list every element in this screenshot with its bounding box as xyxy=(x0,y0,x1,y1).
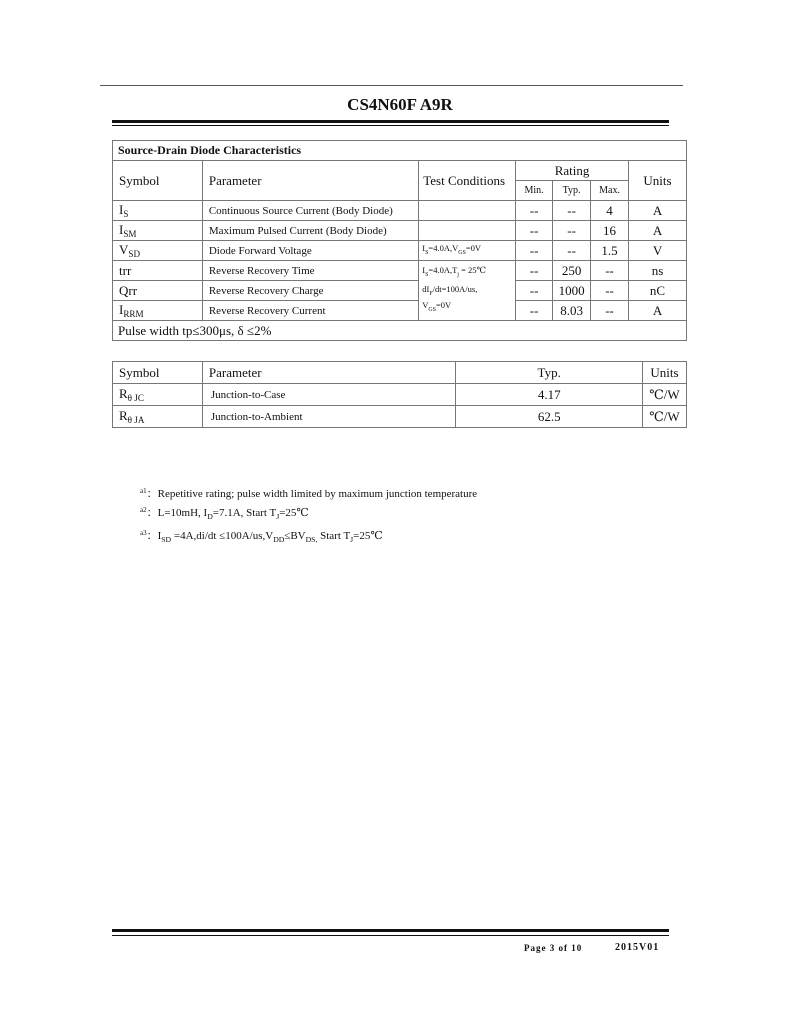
footnote-a2: $^{a2}$：L=10mH, $I_D=7.1A$, Start $T_J=25℃$ xyxy=(140,506,309,521)
header-max: Max. xyxy=(591,181,629,201)
unit-cell: A xyxy=(629,201,687,221)
unit-cell: V xyxy=(629,241,687,261)
recovery-conditions-cell: $I_S=4.0A,T_j$ = 25℃ $dI_F/dt=100A/us$, $V_{GS}=0V$ xyxy=(419,261,516,321)
min-cell: -- xyxy=(516,221,553,241)
header-rating: Rating xyxy=(516,161,629,181)
typ-cell: 4.17 xyxy=(456,384,643,406)
typ-cell: -- xyxy=(553,221,591,241)
typ-cell: 62.5 xyxy=(456,406,643,428)
table-row xyxy=(113,201,687,221)
page-title: CS4N60F A9R xyxy=(347,95,453,114)
conditions-cell: $I_S=4.0A,V_{GS}=0V$ xyxy=(419,241,516,261)
symbol-cell: $R_{\theta JA}$ xyxy=(113,406,203,428)
title-underline-thick xyxy=(112,120,669,123)
table-row xyxy=(113,301,687,321)
unit-cell: ℃/W xyxy=(642,406,686,428)
typ-cell: 1000 xyxy=(553,281,591,301)
min-cell: -- xyxy=(516,281,553,301)
unit-cell: ℃/W xyxy=(642,384,686,406)
table-row xyxy=(113,221,687,241)
thermal-resistance-table xyxy=(112,361,687,428)
max-cell: 16 xyxy=(591,221,629,241)
max-cell: -- xyxy=(591,281,629,301)
section-title: Source-Drain Diode Characteristics xyxy=(113,141,687,161)
header-parameter: Parameter xyxy=(202,161,418,201)
header-test-conditions: Test Conditions xyxy=(419,161,516,201)
table-row xyxy=(113,384,687,406)
symbol-cell: $V_{SD}$ xyxy=(113,241,203,261)
table-row xyxy=(113,261,687,281)
typ-cell: 250 xyxy=(553,261,591,281)
symbol-cell: $R_{\theta JC}$ xyxy=(113,384,203,406)
max-cell: 1.5 xyxy=(591,241,629,261)
conditions-cell xyxy=(419,201,516,221)
parameter-cell: Diode Forward Voltage xyxy=(202,241,418,261)
pulse-note-row xyxy=(113,321,687,341)
title-underline-thin xyxy=(112,125,669,126)
table-row xyxy=(113,281,687,301)
footer-rule-thick xyxy=(112,929,669,932)
typ-cell: -- xyxy=(553,241,591,261)
min-cell: -- xyxy=(516,241,553,261)
page-number: Page 3 of 10 xyxy=(524,943,583,953)
header-rule xyxy=(100,85,683,86)
section-title-row xyxy=(113,141,687,161)
parameter-cell: Junction-to-Case xyxy=(202,384,456,406)
unit-cell: A xyxy=(629,301,687,321)
parameter-cell: Maximum Pulsed Current (Body Diode) xyxy=(202,221,418,241)
header-parameter: Parameter xyxy=(202,362,456,384)
parameter-cell: Reverse Recovery Time xyxy=(202,261,418,281)
max-cell: -- xyxy=(591,261,629,281)
min-cell: -- xyxy=(516,301,553,321)
typ-cell: 8.03 xyxy=(553,301,591,321)
unit-cell: A xyxy=(629,221,687,241)
header-symbol: Symbol xyxy=(113,362,203,384)
header-row xyxy=(113,161,687,181)
max-cell: -- xyxy=(591,301,629,321)
conditions-cell xyxy=(419,221,516,241)
unit-cell: ns xyxy=(629,261,687,281)
header-typ: Typ. xyxy=(553,181,591,201)
source-drain-diode-table xyxy=(112,140,687,341)
header-units: Units xyxy=(629,161,687,201)
symbol-cell: $I_S$ xyxy=(113,201,203,221)
header-symbol: Symbol xyxy=(113,161,203,201)
unit-cell: nC xyxy=(629,281,687,301)
parameter-cell: Reverse Recovery Charge xyxy=(202,281,418,301)
document-version: 2015V01 xyxy=(615,942,660,953)
max-cell: 4 xyxy=(591,201,629,221)
table-row xyxy=(113,241,687,261)
header-min: Min. xyxy=(516,181,553,201)
footer-rule-thin xyxy=(112,935,669,936)
table-row xyxy=(113,406,687,428)
parameter-cell: Continuous Source Current (Body Diode) xyxy=(202,201,418,221)
parameter-cell: Junction-to-Ambient xyxy=(202,406,456,428)
min-cell: -- xyxy=(516,201,553,221)
header-units: Units xyxy=(642,362,686,384)
symbol-cell: trr xyxy=(113,261,203,281)
header-typ: Typ. xyxy=(456,362,643,384)
footnote-a3: $^{a3}$：$I_{SD} =4A,di/dt \le 100A/us,V_{DD}\le BV_{DS,}$ Start $T_J=25℃$ xyxy=(140,529,383,544)
symbol-cell: $I_{RRM}$ xyxy=(113,301,203,321)
header-row xyxy=(113,362,687,384)
footnote-a1: $^{a1}$：Repetitive rating; pulse width limited by maximum junction temperature xyxy=(140,487,478,500)
symbol-cell: Qrr xyxy=(113,281,203,301)
typ-cell: -- xyxy=(553,201,591,221)
pulse-width-note: Pulse width tp≤300μs, δ ≤2% xyxy=(113,321,687,341)
parameter-cell: Reverse Recovery Current xyxy=(202,301,418,321)
footnotes xyxy=(140,483,477,548)
min-cell: -- xyxy=(516,261,553,281)
symbol-cell: $I_{SM}$ xyxy=(113,221,203,241)
